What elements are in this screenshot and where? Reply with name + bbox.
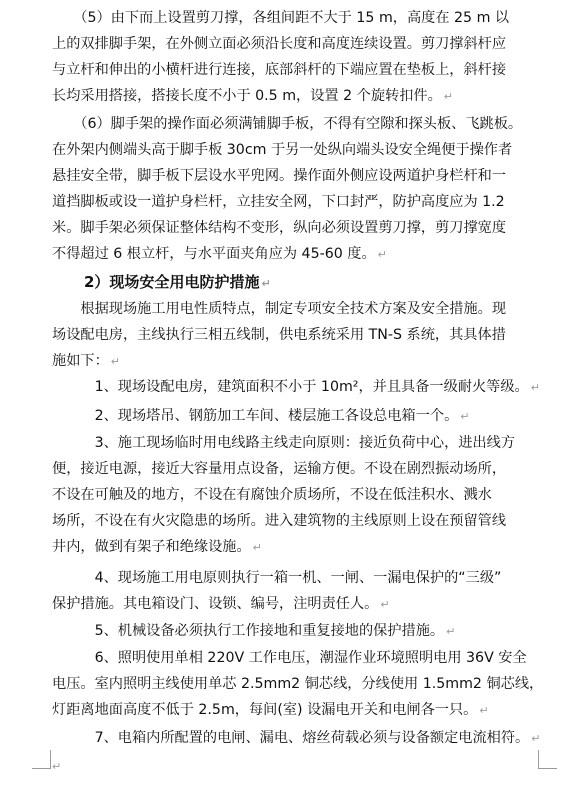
- text-line: （5）由下而上设置剪刀撑，各组间距不大于 15 m，高度在 25 m 以: [52, 10, 510, 26]
- text-line: 便，接近电源，接近大容量用点设备，运输方便。不设在剧烈振动场所，: [52, 461, 507, 477]
- heading-text: 2）现场安全用电防护措施: [84, 273, 260, 291]
- text-line: 不设在可触及的地方，不设在有腐蚀介质场所，不设在低洼积水、溅水: [52, 487, 492, 503]
- text-content: 2、现场塔吊、钢筋加工车间、楼层施工各设总电箱一个。: [52, 408, 459, 424]
- text-line: 与立杆和伸出的小横杆进行连接，底部斜杆的下端应置在垫板上，斜杆接: [52, 62, 507, 78]
- paragraph-mark-icon: ↵: [52, 760, 62, 773]
- text-line: 场设配电房，主线执行三相五线制，供电系统采用 TN-S 系统，其具体措: [52, 327, 506, 343]
- text-line-last: [52, 374, 540, 400]
- paragraph-mark-icon: ↵: [446, 625, 456, 638]
- paragraph-mark-icon: ↵: [460, 410, 470, 423]
- paragraph-mark-icon: ↵: [110, 355, 120, 368]
- section-heading: [84, 269, 271, 297]
- text-content: 长均采用搭接，搭接长度不小于 0.5 m，设置 2 个旋转扣件。: [52, 88, 442, 104]
- paragraph-mark-icon: ↵: [531, 732, 541, 745]
- paragraph-mark-icon: ↵: [380, 598, 390, 611]
- paragraph-mark-icon: ↵: [261, 277, 271, 290]
- text-content: 灯距离地面高度不低于 2.5m，每间(室) 设漏电开关和电闸各一只。: [52, 702, 478, 718]
- list-item-6: [52, 645, 544, 723]
- text-line-last: [52, 697, 540, 723]
- paragraph-5: [52, 5, 540, 109]
- list-item-1: [52, 374, 540, 400]
- paragraph-mark-icon: ↵: [530, 381, 540, 394]
- page-corner-mark-right: [538, 750, 557, 769]
- text-line-last: [52, 241, 540, 267]
- text-line: 场所，不设在有火灾隐患的场所。进入建筑物的主线原则上设在预留管线: [52, 513, 507, 529]
- text-line-last: [52, 83, 540, 109]
- page-corner-mark-left: [32, 750, 51, 769]
- text-line-last: [52, 534, 540, 560]
- text-line: 4、现场施工用电原则执行一箱一机、一闸、一漏电保护的“三级”: [52, 570, 502, 586]
- text-content: 5、机械设备必须执行工作接地和重复接地的保护措施。: [52, 623, 445, 639]
- list-item-2: [52, 403, 540, 429]
- text-content: 井内，做到有架子和绝缘设施。: [52, 539, 251, 555]
- text-content: 7、电箱内所配置的电闸、漏电、熔丝荷载必须与设备额定电流相符。: [52, 730, 530, 746]
- paragraph-mark-icon: ↵: [443, 90, 453, 103]
- paragraph-mark-icon: ↵: [479, 704, 489, 717]
- text-line: 根据现场施工用电性质特点，制定专项安全技术方案及安全措施。现: [52, 301, 507, 317]
- text-line: 电压。室内照明主线使用单芯 2.5mm2 铜芯线，分线使用 1.5mm2 铜芯线，: [52, 676, 544, 692]
- text-line: 3、施工现场临时用电线路主线走向原则：接近负荷中心，进出线方: [52, 435, 516, 451]
- list-item-5: [52, 618, 540, 644]
- text-line: 6、照明使用单相 220V 工作电压，潮湿作业环境照明电用 36V 安全: [52, 650, 527, 666]
- text-line: 米。脚手架必须保证整体结构不变形，纵向必须设置剪刀撑，剪刀撑宽度: [52, 220, 507, 236]
- paragraph-mark-icon: ↵: [377, 248, 387, 261]
- list-item-4: [52, 565, 540, 617]
- text-content: 不得超过 6 根立杆，与水平面夹角应为 45-60 度。: [52, 246, 376, 262]
- list-item-7: [52, 725, 540, 751]
- intro-paragraph: [52, 296, 540, 374]
- text-line-last: [52, 725, 540, 751]
- text-line-last: [52, 591, 540, 617]
- text-line: （6）脚手架的操作面必须满铺脚手板，不得有空隙和探头板、飞跳板。: [52, 116, 523, 132]
- text-content: 1、现场设配电房，建筑面积不小于 10m²，并且具备一级耐火等级。: [52, 379, 529, 395]
- text-line-last: [52, 618, 540, 644]
- text-content: 保护措施。其电箱设门、设锁、编号，注明责任人。: [52, 596, 379, 612]
- list-item-3: [52, 430, 540, 560]
- paragraph-mark-icon: ↵: [252, 541, 262, 554]
- text-line: 悬挂安全带，脚手板下层设水平兜网。操作面外侧应设两道护身栏杆和一: [52, 168, 507, 184]
- text-line: 道挡脚板或设一道护身栏杆，立挂安全网，下口封严，防护高度应为 1.2: [52, 194, 505, 210]
- text-line: 上的双排脚手架，在外侧立面必须沿长度和高度连续设置。剪刀撑斜杆应: [52, 36, 507, 52]
- text-content: 施如下：: [52, 353, 109, 369]
- paragraph-6: [52, 111, 540, 267]
- text-line: 在外架内侧端头高于脚手板 30cm 于另一处纵向端头设安全绳便于操作者: [52, 142, 513, 158]
- text-line-last: [52, 403, 540, 429]
- text-line-last: [52, 348, 540, 374]
